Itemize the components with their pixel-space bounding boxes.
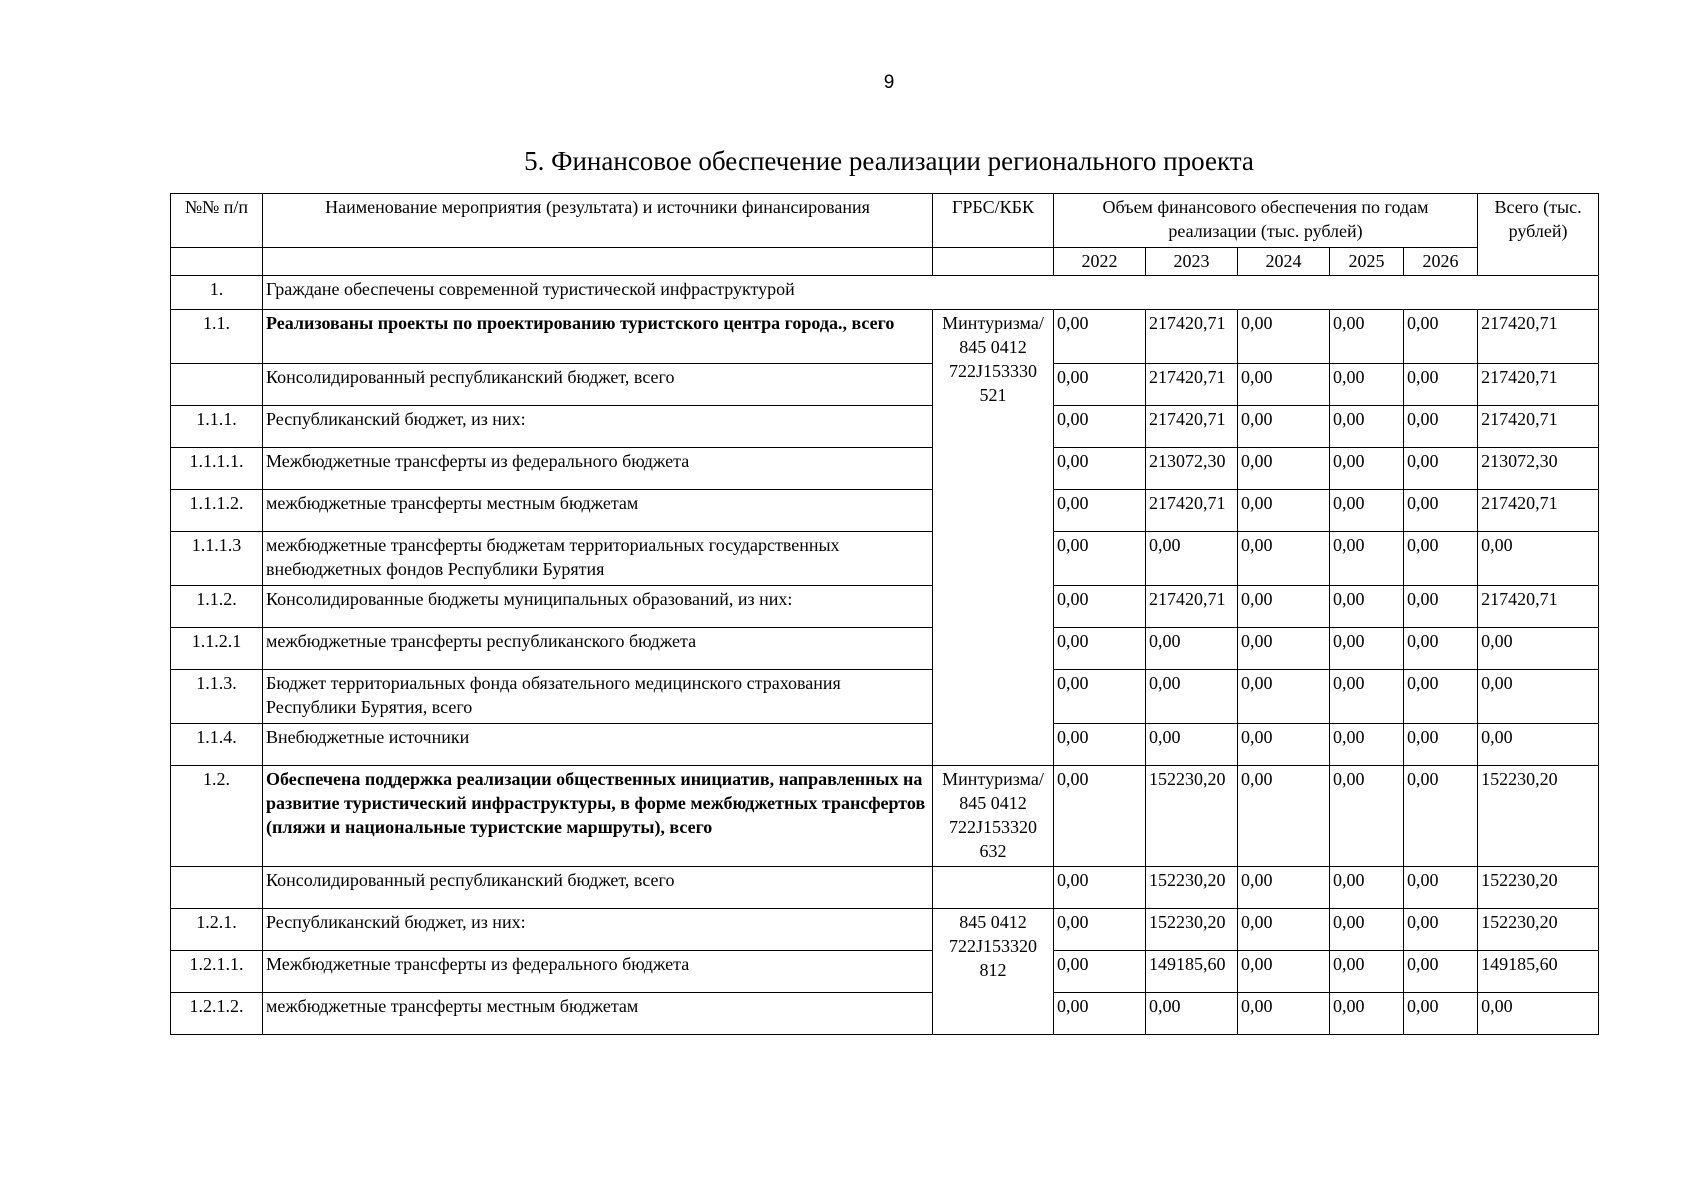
row-value: 0,00: [1238, 532, 1330, 586]
row-value: 0,00: [1330, 490, 1404, 532]
table-row: [171, 628, 1599, 670]
row-value: 0,00: [1054, 628, 1146, 670]
row-name: межбюджетные трансферты республиканского бюджета: [263, 628, 933, 670]
kbk-code-line: 845 0412: [959, 912, 1027, 932]
row-name: Реализованы проекты по проектированию туристского центра города., всего: [263, 310, 933, 364]
row-value: 0,00: [1404, 724, 1478, 766]
section-row: [171, 276, 1599, 310]
row-total: 0,00: [1478, 724, 1599, 766]
row-total: 152230,20: [1478, 909, 1599, 951]
row-value: 0,00: [1404, 406, 1478, 448]
row-total: 0,00: [1478, 628, 1599, 670]
row-name: Республиканский бюджет, из них:: [263, 909, 933, 951]
row-name: межбюджетные трансферты местным бюджетам: [263, 490, 933, 532]
row-name: Консолидированные бюджеты муниципальных образований, из них:: [263, 586, 933, 628]
header-volume: Объем финансового обеспечения по годам реализации (тыс. рублей): [1054, 194, 1478, 248]
row-num: 1.1.1.: [171, 406, 263, 448]
row-value: 0,00: [1330, 406, 1404, 448]
row-total: 152230,20: [1478, 867, 1599, 909]
row-value: 0,00: [1404, 670, 1478, 724]
table-row: [171, 310, 1599, 364]
header-empty-cell: [933, 248, 1054, 276]
row-value: 0,00: [1330, 310, 1404, 364]
row-value: 0,00: [1054, 532, 1146, 586]
table-row: [171, 532, 1599, 586]
header-year: 2025: [1330, 248, 1404, 276]
header-grbs: ГРБС/КБК: [933, 194, 1054, 248]
row-total: 152230,20: [1478, 766, 1599, 867]
kbk-code-line: 632: [979, 841, 1007, 861]
row-total: 0,00: [1478, 532, 1599, 586]
table-row: [171, 670, 1599, 724]
page-title: 5. Финансовое обеспечение реализации регионального проекта: [524, 146, 1254, 176]
row-value: 0,00: [1054, 364, 1146, 406]
row-value: 152230,20: [1146, 867, 1238, 909]
row-num: 1.1.4.: [171, 724, 263, 766]
row-value: 0,00: [1054, 448, 1146, 490]
kbk-code-line: 845 0412: [959, 793, 1027, 813]
row-value: 0,00: [1330, 448, 1404, 490]
row-value: 0,00: [1238, 586, 1330, 628]
table-row: [171, 448, 1599, 490]
row-value: 0,00: [1330, 586, 1404, 628]
row-value: 0,00: [1404, 310, 1478, 364]
row-value: 0,00: [1146, 724, 1238, 766]
row-value: 0,00: [1238, 867, 1330, 909]
row-name: Консолидированный республиканский бюджет, всего: [263, 867, 933, 909]
header-year: 2026: [1404, 248, 1478, 276]
header-year: 2022: [1054, 248, 1146, 276]
header-total: Всего (тыс. рублей): [1478, 194, 1599, 276]
kbk-code-line: 845 0412: [959, 337, 1027, 357]
header-name: Наименование мероприятия (результата) и источники финансирования: [263, 194, 933, 248]
header-num: №№ п/п: [171, 194, 263, 248]
row-name: Межбюджетные трансферты из федерального бюджета: [263, 448, 933, 490]
table-row: [171, 993, 1599, 1035]
row-num: 1.1.1.1.: [171, 448, 263, 490]
row-value: 0,00: [1146, 532, 1238, 586]
row-num: 1.1.1.2.: [171, 490, 263, 532]
row-value: 0,00: [1054, 490, 1146, 532]
row-value: 0,00: [1330, 993, 1404, 1035]
row-value: 152230,20: [1146, 766, 1238, 867]
row-value: 0,00: [1404, 867, 1478, 909]
row-value: 0,00: [1404, 993, 1478, 1035]
row-value: 0,00: [1054, 951, 1146, 993]
row-num: 1.2.1.1.: [171, 951, 263, 993]
page-number: 9: [883, 72, 895, 93]
row-num: [171, 364, 263, 406]
row-name: Республиканский бюджет, из них:: [263, 406, 933, 448]
row-total: 217420,71: [1478, 586, 1599, 628]
section-name: Граждане обеспечены современной туристической инфраструктурой: [263, 276, 1599, 310]
grbs-kbk-cell: [933, 867, 1054, 909]
row-value: 0,00: [1330, 628, 1404, 670]
row-value: 0,00: [1404, 448, 1478, 490]
row-value: 0,00: [1054, 766, 1146, 867]
row-value: 0,00: [1330, 532, 1404, 586]
row-total: 149185,60: [1478, 951, 1599, 993]
row-value: 0,00: [1404, 532, 1478, 586]
row-value: 0,00: [1054, 993, 1146, 1035]
table-row: [171, 909, 1599, 951]
row-value: 149185,60: [1146, 951, 1238, 993]
row-value: 0,00: [1054, 310, 1146, 364]
row-value: 0,00: [1146, 670, 1238, 724]
row-num: 1.1.2.1: [171, 628, 263, 670]
row-total: 0,00: [1478, 993, 1599, 1035]
row-value: 0,00: [1404, 628, 1478, 670]
header-empty-cell: [171, 248, 263, 276]
row-value: 0,00: [1054, 867, 1146, 909]
row-value: 0,00: [1404, 909, 1478, 951]
row-value: 0,00: [1238, 628, 1330, 670]
row-name: межбюджетные трансферты бюджетам территориальных государственных внебюджетных фондов Республики Бурятия: [263, 532, 933, 586]
row-num: 1.1.: [171, 310, 263, 364]
row-value: 0,00: [1054, 909, 1146, 951]
row-num: 1.1.2.: [171, 586, 263, 628]
table-row: [171, 406, 1599, 448]
row-value: 0,00: [1238, 993, 1330, 1035]
header-year: 2023: [1146, 248, 1238, 276]
row-name: Обеспечена поддержка реализации общественных инициатив, направленных на развитие туристический инфраструктуры, в форме межбюджетных трансфертов (пляжи и национальные туристские маршруты), всего: [263, 766, 933, 867]
row-value: 0,00: [1330, 867, 1404, 909]
table-row: [171, 364, 1599, 406]
table-row: [171, 867, 1599, 909]
kbk-code-line: 722J153330: [948, 361, 1037, 381]
row-value: 0,00: [1146, 993, 1238, 1035]
row-value: 0,00: [1238, 670, 1330, 724]
row-value: 0,00: [1330, 909, 1404, 951]
row-num: 1.2.: [171, 766, 263, 867]
grbs-kbk-cell: [933, 909, 1054, 1035]
row-name: Внебюджетные источники: [263, 724, 933, 766]
row-value: 0,00: [1238, 406, 1330, 448]
row-value: 0,00: [1238, 724, 1330, 766]
row-value: 0,00: [1330, 951, 1404, 993]
row-num: 1.1.1.3: [171, 532, 263, 586]
row-value: 0,00: [1238, 448, 1330, 490]
row-value: 217420,71: [1146, 406, 1238, 448]
row-value: 217420,71: [1146, 364, 1238, 406]
table-header-years-row: [171, 248, 1599, 276]
kbk-code-line: Минтуризма/: [942, 769, 1044, 789]
row-value: 152230,20: [1146, 909, 1238, 951]
row-value: 217420,71: [1146, 586, 1238, 628]
table-row: [171, 586, 1599, 628]
kbk-code-line: 521: [979, 385, 1007, 405]
row-total: 217420,71: [1478, 364, 1599, 406]
row-value: 0,00: [1404, 951, 1478, 993]
row-total: 0,00: [1478, 670, 1599, 724]
grbs-kbk-cell: [933, 766, 1054, 867]
kbk-code-line: 812: [979, 960, 1007, 980]
grbs-kbk-cell: [933, 310, 1054, 766]
row-value: 0,00: [1404, 490, 1478, 532]
kbk-code-line: 722J153320: [948, 936, 1037, 956]
row-value: 217420,71: [1146, 490, 1238, 532]
row-value: 0,00: [1054, 406, 1146, 448]
row-value: 0,00: [1330, 724, 1404, 766]
kbk-code-line: Минтуризма/: [942, 313, 1044, 333]
row-total: 217420,71: [1478, 310, 1599, 364]
table-row: [171, 490, 1599, 532]
row-value: 0,00: [1054, 670, 1146, 724]
row-value: 217420,71: [1146, 310, 1238, 364]
row-num: [171, 867, 263, 909]
row-value: 0,00: [1238, 364, 1330, 406]
row-value: 0,00: [1238, 490, 1330, 532]
row-value: 0,00: [1238, 310, 1330, 364]
row-value: 0,00: [1146, 628, 1238, 670]
row-value: 0,00: [1330, 766, 1404, 867]
row-value: 0,00: [1404, 586, 1478, 628]
row-value: 0,00: [1330, 364, 1404, 406]
row-total: 217420,71: [1478, 406, 1599, 448]
row-name: Консолидированный республиканский бюджет, всего: [263, 364, 933, 406]
row-total: 217420,71: [1478, 490, 1599, 532]
row-name: Бюджет территориальных фонда обязательного медицинского страхования Республики Бурятия, всего: [263, 670, 933, 724]
header-year: 2024: [1238, 248, 1330, 276]
table-row: [171, 724, 1599, 766]
row-value: 0,00: [1238, 951, 1330, 993]
section-num: 1.: [171, 276, 263, 310]
row-name: межбюджетные трансферты местным бюджетам: [263, 993, 933, 1035]
row-value: 0,00: [1054, 586, 1146, 628]
row-value: 0,00: [1404, 766, 1478, 867]
table-row: [171, 951, 1599, 993]
row-name: Межбюджетные трансферты из федерального бюджета: [263, 951, 933, 993]
row-total: 213072,30: [1478, 448, 1599, 490]
financing-table: [170, 193, 1599, 1035]
row-value: 0,00: [1330, 670, 1404, 724]
kbk-code-line: 722J153320: [948, 817, 1037, 837]
header-empty-cell: [263, 248, 933, 276]
row-num: 1.2.1.2.: [171, 993, 263, 1035]
row-value: 0,00: [1238, 909, 1330, 951]
table-header-row: [171, 194, 1599, 248]
row-num: 1.2.1.: [171, 909, 263, 951]
row-value: 0,00: [1054, 724, 1146, 766]
table-row: [171, 766, 1599, 867]
row-value: 0,00: [1404, 364, 1478, 406]
row-num: 1.1.3.: [171, 670, 263, 724]
row-value: 0,00: [1238, 766, 1330, 867]
row-value: 213072,30: [1146, 448, 1238, 490]
